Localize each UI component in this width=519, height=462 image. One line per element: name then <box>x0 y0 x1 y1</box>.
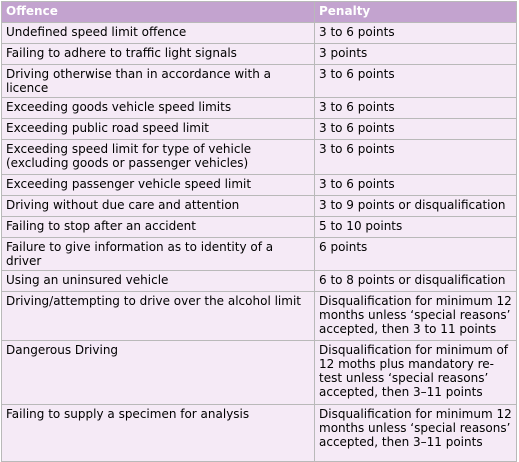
offence-cell: Exceeding passenger vehicle speed limit <box>2 175 315 196</box>
offence-cell: Failing to supply a specimen for analysis <box>2 405 315 462</box>
offence-cell: Driving without due care and attention <box>2 196 315 217</box>
penalty-cell: 3 to 6 points <box>315 23 517 44</box>
table-row <box>2 341 517 405</box>
penalty-cell: 3 to 9 points or disqualification <box>315 196 517 217</box>
table-row <box>2 405 517 462</box>
penalty-cell: 3 to 6 points <box>315 65 517 98</box>
table-row <box>2 217 517 238</box>
offence-penalty-table <box>1 1 517 462</box>
penalty-cell: 6 to 8 points or disqualification <box>315 271 517 292</box>
offence-cell: Failing to stop after an accident <box>2 217 315 238</box>
penalty-cell: 3 points <box>315 44 517 65</box>
offence-cell: Failing to adhere to traffic light signals <box>2 44 315 65</box>
table-row <box>2 23 517 44</box>
table-row <box>2 175 517 196</box>
offence-column-header: Offence <box>2 2 315 23</box>
table-row <box>2 119 517 140</box>
offence-cell: Exceeding speed limit for type of vehicle (excluding goods or passenger vehicles) <box>2 140 315 175</box>
penalty-cell: Disqualification for minimum 12 months unless ‘special reasons’ accepted, then 3–11 points <box>315 405 517 462</box>
penalty-cell: 3 to 6 points <box>315 119 517 140</box>
table-row <box>2 140 517 175</box>
offence-cell: Dangerous Driving <box>2 341 315 405</box>
penalty-cell: 3 to 6 points <box>315 175 517 196</box>
table-row <box>2 238 517 271</box>
header-row <box>2 2 517 23</box>
table-row <box>2 292 517 341</box>
penalty-cell: Disqualification for minimum of 12 moths plus mandatory re-test unless ‘special reasons’ accepted, then 3–11 points <box>315 341 517 405</box>
table-row <box>2 271 517 292</box>
offence-cell: Exceeding public road speed limit <box>2 119 315 140</box>
penalty-cell: Disqualification for minimum 12 months unless ‘special reasons’ accepted, then 3 to 11 points <box>315 292 517 341</box>
offence-cell: Driving otherwise than in accordance with a licence <box>2 65 315 98</box>
penalty-cell: 3 to 6 points <box>315 140 517 175</box>
penalty-column-header: Penalty <box>315 2 517 23</box>
offence-cell: Failure to give information as to identity of a driver <box>2 238 315 271</box>
table-row <box>2 98 517 119</box>
table-row <box>2 65 517 98</box>
offence-cell: Exceeding goods vehicle speed limits <box>2 98 315 119</box>
table-row <box>2 44 517 65</box>
penalty-cell: 3 to 6 points <box>315 98 517 119</box>
table-row <box>2 196 517 217</box>
offence-cell: Using an uninsured vehicle <box>2 271 315 292</box>
penalty-cell: 6 points <box>315 238 517 271</box>
offence-cell: Driving/attempting to drive over the alcohol limit <box>2 292 315 341</box>
penalty-cell: 5 to 10 points <box>315 217 517 238</box>
offence-cell: Undefined speed limit offence <box>2 23 315 44</box>
